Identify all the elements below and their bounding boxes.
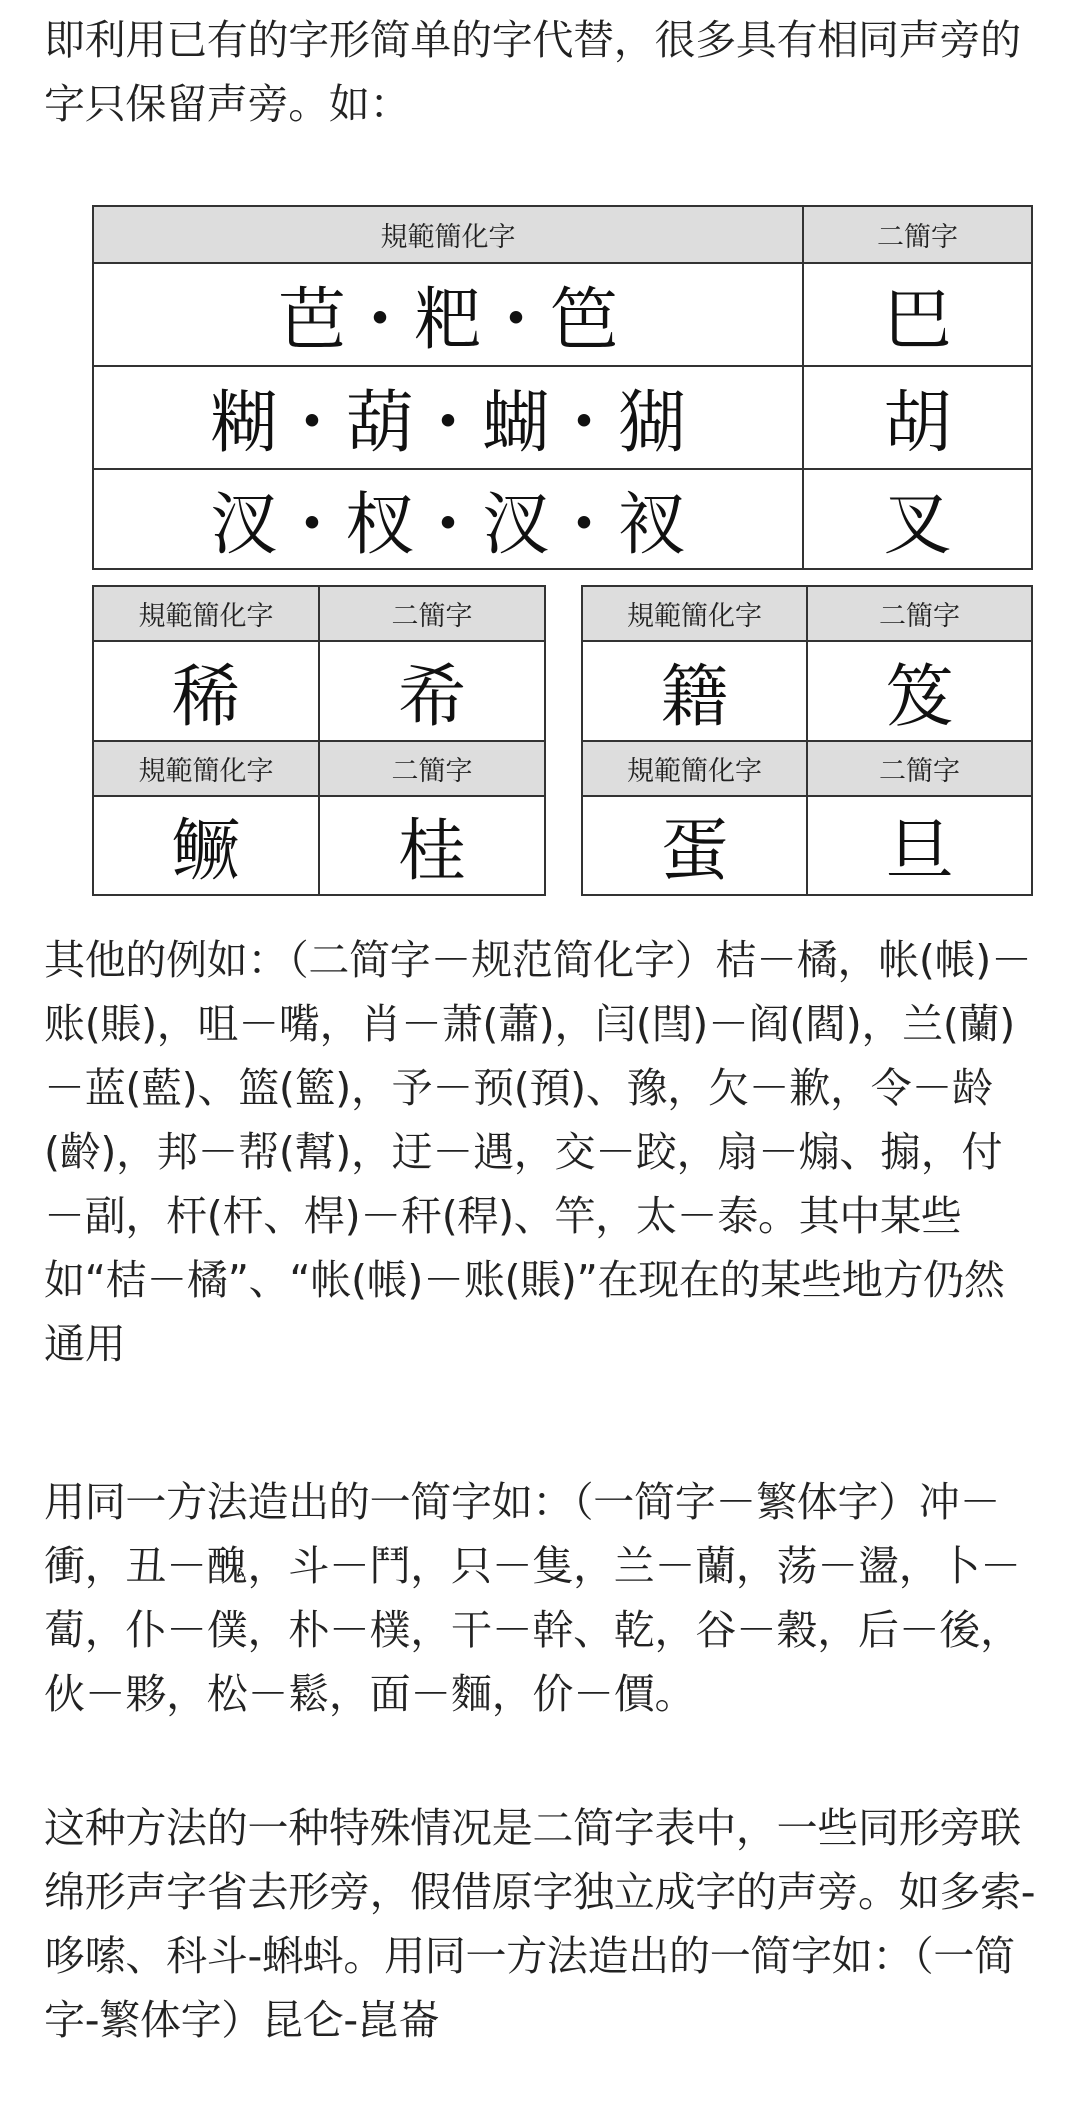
second-simplified-cell: 胡 [803, 366, 1032, 469]
second-simplified-cell: 笈 [807, 641, 1032, 741]
second-simplified-cell: 巴 [803, 263, 1032, 366]
intro-paragraph: 即利用已有的字形简单的字代替，很多具有相同声旁的字只保留声旁。如： [44, 16, 1021, 128]
standard-char-cell: 蛋 [582, 796, 807, 895]
small-comparison-table-right [581, 585, 1033, 896]
header-second-simplified: 二簡字 [319, 586, 545, 641]
small-comparison-table-left [92, 585, 546, 896]
standard-chars-cell: 糊・葫・蝴・猢 [93, 366, 803, 469]
main-comparison-table [92, 205, 1033, 570]
header-standard-simplified: 規範簡化字 [93, 586, 319, 641]
standard-char-cell: 鳜 [93, 796, 319, 895]
header-second-simplified: 二簡字 [807, 586, 1032, 641]
header-standard-simplified: 規範簡化字 [93, 206, 803, 263]
header-second-simplified: 二簡字 [807, 741, 1032, 796]
other-examples-paragraph: 其他的例如：（二简字－规范简化字）桔－橘，帐(帳)－账(賬)，咀－嘴，肖－萧(蕭)，闫(閆)－阎(閻)，兰(蘭)－蓝(藍)、篮(籃)，予－预(預)、豫，欠－歉，令－龄(齡)，邦－帮(幫)，迂－遇，交－跤，扇－煽、搧，付－副，杆(杆、桿)－秆(稈)、竿，太－泰。其中某些如“桔－橘”、“帐(帳)－账(賬)”在现在的某些地方仍然通用 [44, 936, 1032, 1368]
second-simplified-cell: 桂 [319, 796, 545, 895]
second-simplified-cell: 希 [319, 641, 545, 741]
header-standard-simplified: 規範簡化字 [582, 741, 807, 796]
header-second-simplified: 二簡字 [319, 741, 545, 796]
second-simplified-cell: 叉 [803, 469, 1032, 569]
same-method-paragraph: 用同一方法造出的一简字如：（一简字－繁体字）冲－衝，丑－醜，斗－鬥，只－隻，兰－蘭，荡－盪，卜－蔔，仆－僕，朴－樸，干－幹、乾，谷－穀，后－後，伙－夥，松－鬆，面－麵，价－價。 [44, 1478, 1021, 1718]
header-standard-simplified: 規範簡化字 [582, 586, 807, 641]
standard-char-cell: 籍 [582, 641, 807, 741]
header-standard-simplified: 規範簡化字 [93, 741, 319, 796]
standard-chars-cell: 芭・粑・笆 [93, 263, 803, 366]
special-case-paragraph: 这种方法的一种特殊情况是二简字表中，一些同形旁联绵形声字省去形旁，假借原字独立成字的声旁。如多索-哆嗦、科斗-蝌蚪。用同一方法造出的一简字如：（一简字-繁体字）昆仑-崑崙 [44, 1804, 1036, 2044]
standard-chars-cell: 汊・杈・汊・衩 [93, 469, 803, 569]
second-simplified-cell: 旦 [807, 796, 1032, 895]
header-second-simplified: 二簡字 [803, 206, 1032, 263]
standard-char-cell: 稀 [93, 641, 319, 741]
